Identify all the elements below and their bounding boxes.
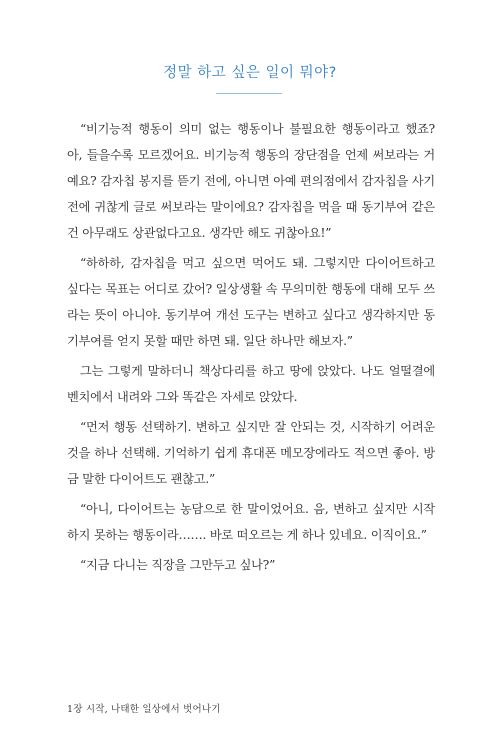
- paragraph: 그는 그렇게 말하더니 책상다리를 하고 땅에 앉았다. 나도 얼떨결에 벤치에서 내려와 그와 똑같은 자세로 앉았다.: [67, 364, 435, 404]
- section-heading: 정말 하고 싶은 일이 뭐야?: [163, 65, 337, 81]
- paragraph: “먼저 행동 선택하기. 변하고 싶지만 잘 안되는 것, 시작하기 어려운 것을 하나 선택해. 기억하기 쉽게 휴대폰 메모장에라도 적으면 좋아. 방금 말한 다이어트도 괜찮고.”: [67, 420, 435, 486]
- paragraph: “지금 다니는 직장을 그만두고 싶나?”: [80, 558, 276, 572]
- page-footer: 1장 시작, 나태한 일상에서 벗어나기: [67, 704, 221, 715]
- heading-divider: [216, 93, 282, 94]
- paragraph: “하하하, 감자칩을 먹고 싶으면 먹어도 돼. 그렇지만 다이어트하고 싶다는 목표는 어디로 갔어? 일상생활 속 무의미한 행동에 대해 모두 쓰라는 뜻이 아니야. 동기부여 개선 도구는 변하고 싶다고 생각하지만 동기부여를 얻지 못할 때만 하면 돼. 일단 하나만 해보자.”: [67, 256, 435, 348]
- body-text: [67, 116, 435, 582]
- paragraph: “아니, 다이어트는 농담으로 한 말이었어요. 음, 변하고 싶지만 시작하지 못하는 행동이라……. 바로 떠오르는 게 하나 있네요. 이직이요.”: [67, 502, 435, 542]
- paragraph: “비기능적 행동이 의미 없는 행동이나 불필요한 행동이라고 했죠? 아, 들을수록 모르겠어요. 비기능적 행동의 장단점을 언제 써보라는 거예요? 감자칩 봉지를 뜯기 전에, 아니면 아예 편의점에서 감자칩을 사기 전에 귀찮게 글로 써보라는 말이에요? 감자칩을 먹을 때 동기부여 같은 건 아무래도 상관없다고요. 생각만 해도 귀찮아요!”: [67, 122, 435, 240]
